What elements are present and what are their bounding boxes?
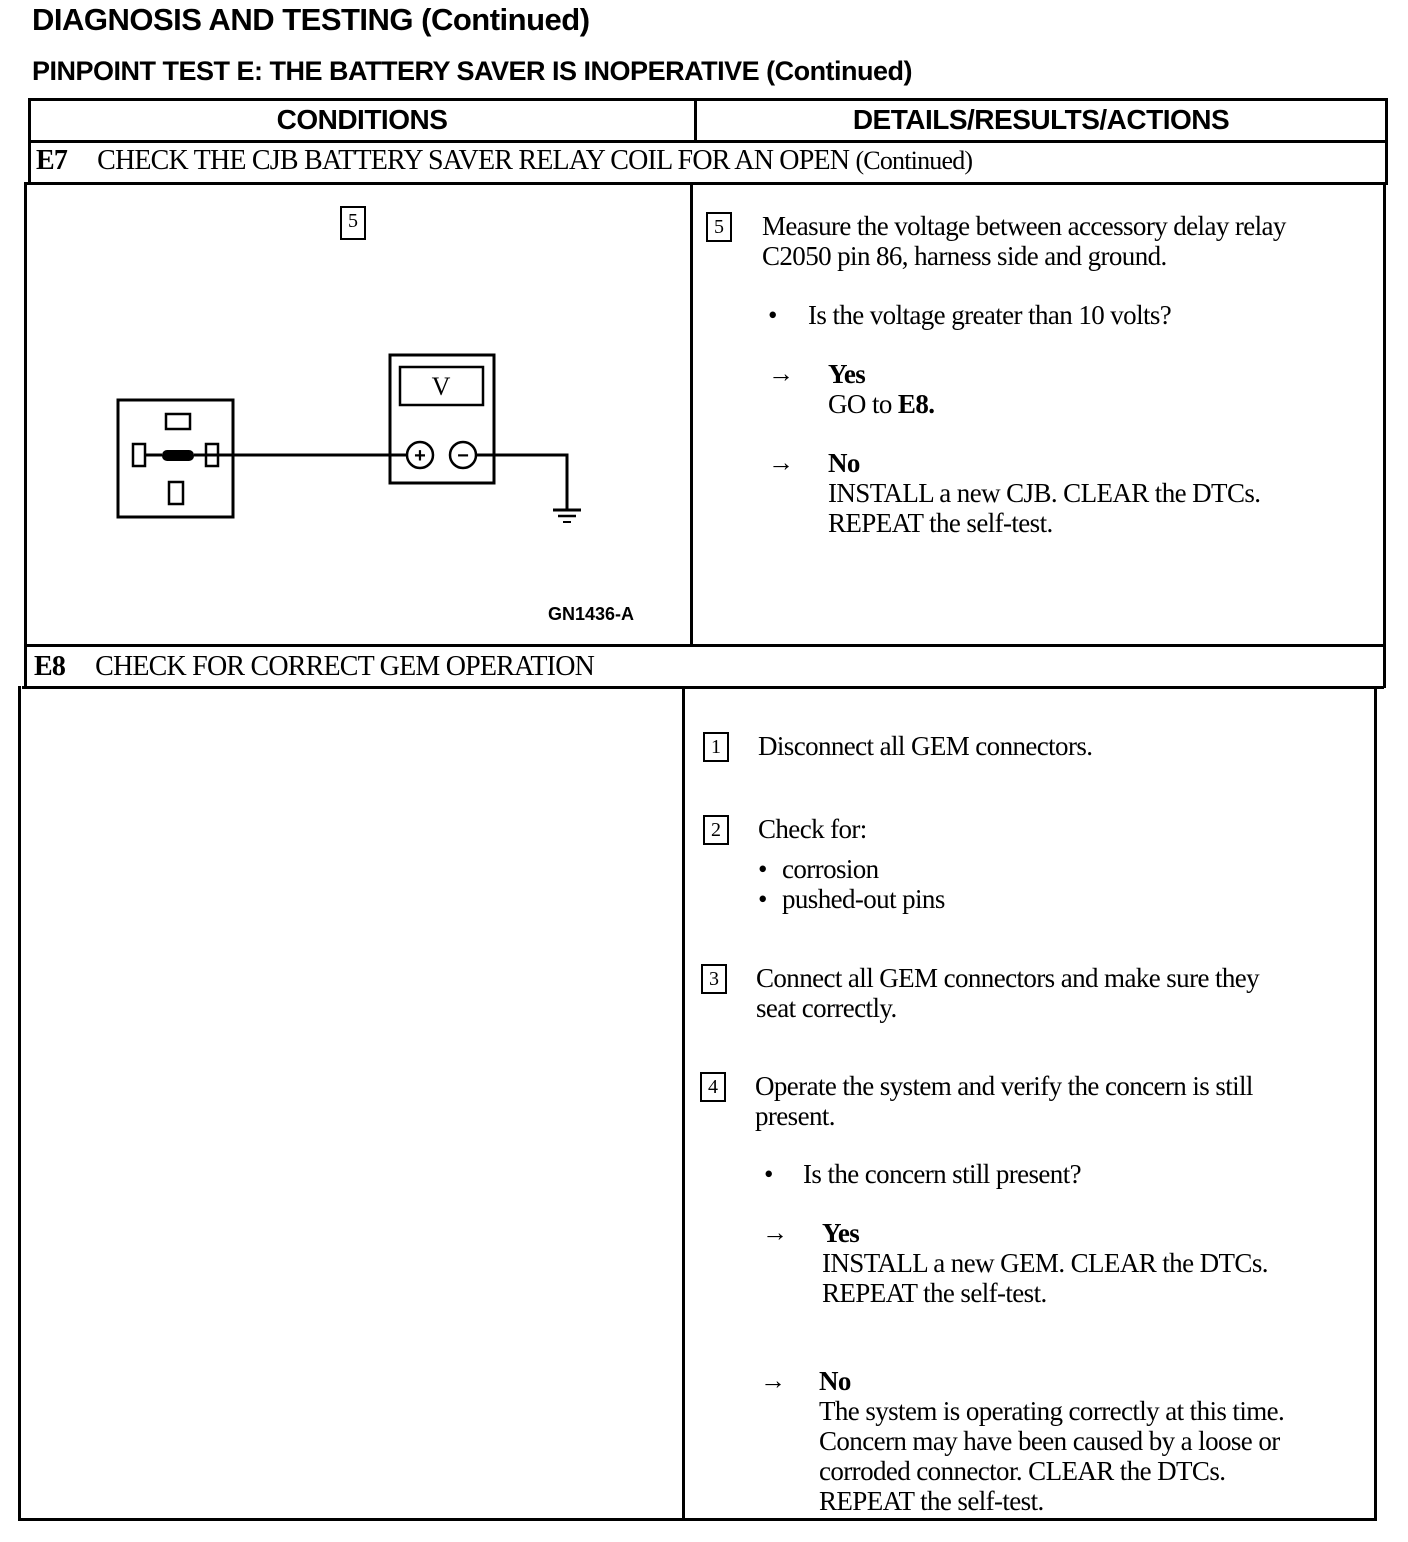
yes-action-ref: E8.	[897, 389, 935, 419]
step-text	[756, 963, 1259, 1023]
meter-label: V	[431, 372, 451, 401]
step-number-box: 1	[703, 732, 729, 762]
continued-label: (Continued)	[855, 146, 973, 175]
step-text-line: seat correctly.	[756, 993, 897, 1023]
col-divider-e8	[682, 686, 685, 1521]
arrow-right-icon: →	[760, 1366, 786, 1395]
e8-top-divider	[24, 644, 1384, 647]
left-border-mid	[24, 182, 27, 688]
arrow-right-icon: →	[768, 448, 794, 477]
right-border-top	[1385, 98, 1388, 184]
step-number-box: 2	[703, 815, 729, 845]
col-divider-e7	[690, 182, 693, 646]
table-bottom-border	[18, 1518, 1376, 1521]
no-action-line: REPEAT the self-test.	[819, 1486, 1044, 1516]
no-result	[828, 448, 1260, 538]
no-result	[819, 1366, 1284, 1516]
yes-action-line: REPEAT the self-test.	[822, 1278, 1047, 1308]
right-border-bottom	[1374, 686, 1377, 1521]
no-label: No	[828, 448, 860, 478]
yes-action: GO to	[828, 389, 892, 419]
no-action-line: INSTALL a new CJB. CLEAR the DTCs.	[828, 478, 1261, 508]
column-header-details: DETAILS/RESULTS/ACTIONS	[852, 104, 1230, 135]
positive-sign: +	[414, 445, 426, 467]
step-number-box: 5	[706, 212, 732, 242]
right-border-mid	[1383, 182, 1386, 688]
connector-pin-left	[133, 444, 145, 466]
no-action-line: The system is operating correctly at this time.	[819, 1396, 1285, 1426]
left-border-bottom	[18, 686, 21, 1521]
step-text-line: Operate the system and verify the concern is still	[755, 1071, 1253, 1101]
step-text: Disconnect all GEM connectors.	[758, 731, 1093, 761]
e8-heading	[34, 651, 594, 683]
table-top-border	[28, 98, 1388, 101]
test-probe	[162, 450, 194, 461]
check-item: pushed-out pins	[782, 884, 945, 914]
no-action-line: REPEAT the self-test.	[828, 508, 1053, 538]
bullet-icon: •	[758, 884, 768, 914]
bullet-icon: •	[758, 854, 768, 884]
header-divider	[28, 140, 1388, 143]
bullet-icon: •	[768, 300, 778, 330]
no-label: No	[819, 1366, 851, 1396]
yes-action-line: INSTALL a new GEM. CLEAR the DTCs.	[822, 1248, 1268, 1278]
step-text	[762, 211, 1286, 271]
check-item: corrosion	[782, 854, 879, 884]
step-text-line: C2050 pin 86, harness side and ground.	[762, 241, 1167, 271]
e8-heading-divider	[22, 686, 1384, 689]
yes-result	[828, 359, 934, 419]
pinpoint-test-title: PINPOINT TEST E: THE BATTERY SAVER IS INOPERATIVE (Continued)	[32, 56, 913, 86]
step-heading-text: CHECK FOR CORRECT GEM OPERATION	[95, 651, 595, 682]
e7-heading	[36, 145, 972, 177]
no-action-line: corroded connector. CLEAR the DTCs.	[819, 1456, 1226, 1486]
voltmeter-diagram	[100, 340, 620, 540]
step-id: E8	[34, 651, 66, 682]
yes-label: Yes	[822, 1218, 860, 1248]
step-id: E7	[36, 145, 68, 176]
step-text	[755, 1071, 1253, 1131]
e7-heading-divider	[26, 182, 1388, 185]
question-text: Is the concern still present?	[803, 1159, 1081, 1189]
step-number-box: 4	[700, 1072, 726, 1102]
connector-pin-top	[166, 414, 190, 429]
no-action-line: Concern may have been caused by a loose or	[819, 1426, 1280, 1456]
step-text-line: Connect all GEM connectors and make sure they	[756, 963, 1260, 993]
figure-id: GN1436-A	[548, 604, 635, 624]
step-text-line: Measure the voltage between accessory delay relay	[762, 211, 1286, 241]
step-heading-text: CHECK THE CJB BATTERY SAVER RELAY COIL FOR AN OPEN	[97, 145, 850, 176]
step-text-line: present.	[755, 1101, 835, 1131]
connector-pin-bottom	[169, 482, 183, 504]
figure-step-number: 5	[340, 206, 366, 240]
page-title: DIAGNOSIS AND TESTING (Continued)	[32, 2, 590, 37]
yes-label: Yes	[828, 359, 866, 389]
bullet-icon: •	[764, 1159, 774, 1189]
arrow-right-icon: →	[762, 1218, 788, 1247]
arrow-right-icon: →	[768, 359, 794, 388]
step-number-box: 3	[701, 964, 727, 994]
step-text: Check for:	[758, 814, 867, 844]
negative-sign: −	[457, 445, 469, 467]
column-header-conditions: CONDITIONS	[276, 104, 448, 135]
yes-result	[822, 1218, 1268, 1308]
question-text: Is the voltage greater than 10 volts?	[808, 300, 1172, 330]
